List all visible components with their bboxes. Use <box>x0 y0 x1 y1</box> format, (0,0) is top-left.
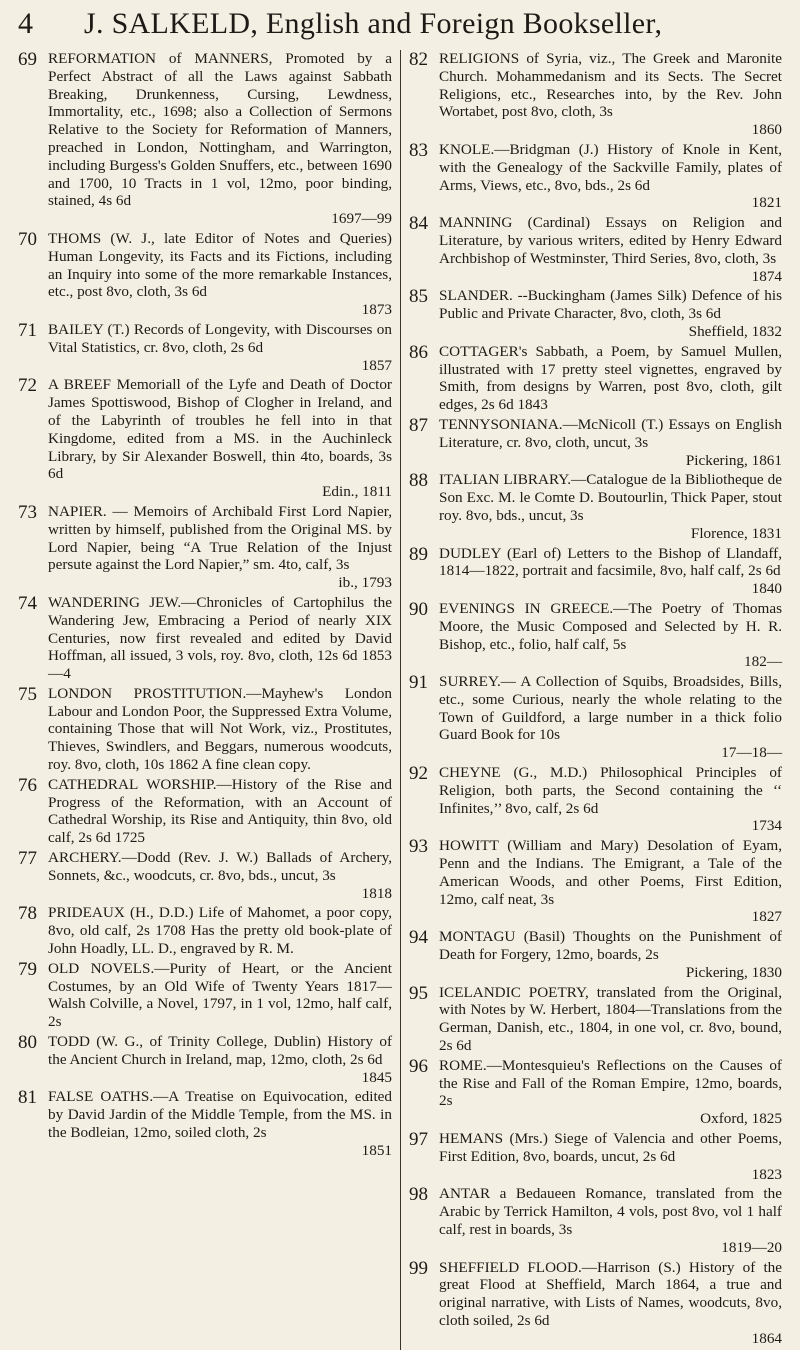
entry-number: 99 <box>409 1257 428 1279</box>
entry-date: Oxford, 1825 <box>700 1110 782 1128</box>
entry-text <box>439 1130 782 1183</box>
entry-description: HOWITT (William and Mary) Desolation of Eyam, Penn and the Indians. The Emigrant, a Tale of the American Woods, and other Poems, First Edition, 12mo, calf neat, 3s <box>439 837 782 908</box>
catalogue-entry <box>18 904 392 957</box>
catalogue-entry <box>409 764 782 835</box>
entry-description: SLANDER. --Buckingham (James Silk) Defence of his Public and Private Character, 8vo, cloth, 3s 6d <box>439 287 782 323</box>
entry-date: 1857 <box>361 356 392 374</box>
catalogue-entry <box>409 984 782 1055</box>
entry-description: SURREY.— A Collection of Squibs, Broadsides, Bills, etc., some Curious, nearly the whole relating to the Town of Guildford, a large number in a thick folio Guard Book for 10s <box>439 673 782 744</box>
entry-description: NAPIER. — Memoirs of Archibald First Lord Napier, written by himself, published from the Original MS. by Lord Napier, being “A True Relation of the Injust persute against the Lord Napier,” sm. 4to, calf, 3s <box>48 502 392 574</box>
entry-text <box>48 776 392 847</box>
entry-description: TODD (W. G., of Trinity College, Dublin) History of the Ancient Church in Ireland, map, 12mo, cloth, 2s 6d <box>48 1033 392 1068</box>
entry-text <box>439 50 782 139</box>
entry-description: FALSE OATHS.—A Treatise on Equivocation, edited by David Jardin of the Middle Temple, from the MS. in the Bodleian, 12mo, soiled cloth, 2s <box>48 1088 392 1142</box>
entry-date: 1827 <box>751 908 782 926</box>
entry-text <box>439 343 782 414</box>
entry-description: COTTAGER's Sabbath, a Poem, by Samuel Mullen, illustrated with 17 pretty steel vignettes, engraved by Smith, from designs by Warren, post 8vo, cloth, gilt edges, 2s 6d 1843 <box>439 342 782 414</box>
catalogue-entry <box>409 471 782 542</box>
entry-number: 75 <box>18 683 37 705</box>
catalogue-entry <box>409 1259 782 1348</box>
catalogue-entry <box>18 960 392 1031</box>
right-column <box>400 50 782 1350</box>
entry-date: 1851 <box>361 1141 392 1159</box>
entry-number: 77 <box>18 848 37 870</box>
entry-description: RELIGIONS of Syria, viz., The Greek and Maronite Church. Mohammedanism and its Sects. The Secret Religions, etc., Researches into, by the Rev. John Wortabet, post 8vo, cloth, 3s <box>439 50 782 121</box>
catalogue-entry <box>18 376 392 501</box>
entry-description: MANNING (Cardinal) Essays on Religion and Literature, by various writers, edited by Henry Edward Archbishop of Westminster, Third Series, 8vo, cloth, 3s <box>439 214 782 267</box>
entry-number: 79 <box>18 958 37 980</box>
entry-number: 91 <box>409 672 428 694</box>
entry-text <box>439 471 782 542</box>
entry-date: 1821 <box>751 194 782 212</box>
entry-description: CATHEDRAL WORSHIP.—History of the Rise and Progress of the Reformation, with an Account of Cathedral Worship, its Rise and Antiquity, thin 8vo, old calf, 2s 6d 1725 <box>48 775 392 847</box>
entry-text <box>48 1088 392 1159</box>
entry-text <box>439 600 782 671</box>
entry-date: Pickering, 1830 <box>685 963 782 981</box>
catalogue-entry <box>409 416 782 469</box>
entry-text <box>48 685 392 774</box>
catalogue-entry <box>409 928 782 981</box>
entry-text <box>439 984 782 1055</box>
entry-text <box>439 837 782 926</box>
catalogue-entry <box>409 50 782 139</box>
entry-number: 80 <box>18 1032 37 1054</box>
catalogue-entry <box>409 343 782 414</box>
entry-text <box>48 321 392 374</box>
catalogue-entry <box>409 1130 782 1183</box>
entry-number: 73 <box>18 501 37 523</box>
entry-number: 98 <box>409 1184 428 1206</box>
catalogue-entry <box>409 214 782 285</box>
entry-number: 84 <box>409 213 428 235</box>
catalogue-entry <box>409 600 782 671</box>
entry-text <box>439 928 782 981</box>
catalogue-entry <box>18 50 392 228</box>
entry-date: Pickering, 1861 <box>685 451 782 469</box>
catalogue-entry <box>409 673 782 762</box>
entry-description: TENNYSONIANA.—McNicoll (T.) Essays on English Literature, cr. 8vo, cloth, uncut, 3s <box>439 415 782 451</box>
entry-date: 1840 <box>751 580 782 598</box>
entry-date: 1734 <box>751 817 782 835</box>
entry-date: Florence, 1831 <box>690 524 782 542</box>
entry-text <box>439 764 782 835</box>
entry-text <box>48 230 392 319</box>
entry-date: 1864 <box>751 1329 782 1347</box>
entry-description: A BREEF Memoriall of the Lyfe and Death of Doctor James Spottiswood, Bishop of Clogher in Ireland, and of the Labyrinth of troubles he fell into in that Kingdome, edited from a MS. in the Auchinleck Library, by Sir Alexander Boswell, thin 4to, boards, 3s 6d <box>48 376 392 483</box>
entry-description: PRIDEAUX (H., D.D.) Life of Mahomet, a poor copy, 8vo, old calf, 2s 1708 Has the pretty old book-plate of John Hoadly, LL. D., engraved by R. M. <box>48 904 392 958</box>
entry-number: 74 <box>18 592 37 614</box>
entry-number: 70 <box>18 228 37 250</box>
entry-date: Sheffield, 1832 <box>688 322 782 340</box>
page-number: 4 <box>18 7 33 40</box>
entry-description: ARCHERY.—Dodd (Rev. J. W.) Ballads of Archery, Sonnets, &c., woodcuts, cr. 8vo, bds., uncut, 3s <box>48 849 392 884</box>
entry-text <box>48 376 392 501</box>
catalogue-entry <box>409 141 782 212</box>
entry-text <box>439 673 782 762</box>
entry-description: BAILEY (T.) Records of Longevity, with Discourses on Vital Statistics, cr. 8vo, cloth, 2s 6d <box>48 320 392 356</box>
entry-number: 71 <box>18 319 37 341</box>
entry-description: SHEFFIELD FLOOD.—Harrison (S.) History of the great Flood at Sheffield, March 1864, a true and original narrative, with Lists of Names, woodcuts, 8vo, cloth soiled, 2s 6d <box>439 1258 782 1329</box>
entry-date: 1845 <box>361 1068 392 1086</box>
entry-date: Edin., 1811 <box>322 483 392 501</box>
catalogue-entry <box>18 503 392 592</box>
catalogue-columns <box>18 50 782 1350</box>
entry-number: 81 <box>18 1087 37 1109</box>
entry-text <box>439 416 782 469</box>
catalogue-entry <box>409 545 782 598</box>
entry-text <box>48 960 392 1031</box>
entry-number: 87 <box>409 414 428 436</box>
entry-date: 182— <box>744 653 782 671</box>
entry-number: 76 <box>18 774 37 796</box>
entry-description: ICELANDIC POETRY, translated from the Original, with Notes by W. Herbert, 1804—Translations from the German, Danish, etc., 1804, in one vol, cr. 8vo, bound, 2s 6d <box>439 983 782 1055</box>
catalogue-entry <box>409 837 782 926</box>
entry-number: 90 <box>409 598 428 620</box>
entry-text <box>439 1185 782 1256</box>
entry-text <box>48 50 392 228</box>
entry-description: OLD NOVELS.—Purity of Heart, or the Ancient Costumes, by an Old Wife of Twenty Years 1817—Walsh Colville, a Novel, 1797, in 1 vol, 12mo, half calf, 2s <box>48 959 392 1031</box>
entry-date: 1823 <box>751 1165 782 1183</box>
entry-date: 1819—20 <box>721 1238 782 1256</box>
entry-number: 89 <box>409 543 428 565</box>
entry-date: 1860 <box>751 121 782 139</box>
entry-text <box>48 1033 392 1086</box>
entry-description: ROME.—Montesquieu's Reflections on the Causes of the Rise and Fall of the Roman Empire, 12mo, boards, 2s <box>439 1056 782 1110</box>
entry-description: WANDERING JEW.—Chronicles of Cartophilus the Wandering Jew, Embracing a Period of nearly XIX Centuries, now first revealed and edited by David Hoffman, all issued, 3 vols, roy. 8vo, cloth, 12s 6d 1853—4 <box>48 593 392 683</box>
entry-description: REFORMATION of MANNERS, Promoted by a Perfect Abstract of all the Laws against Sabbath Breaking, Drunkenness, Cursing, Lewdness, Immortality, etc., 1698; also a Collection of Sermons Relative to the Society for Reformation of Manners, preached in London, Nottingham, and Warrington, including Burgess's Golden Snuffers, etc., between 1690 and 1700, 10 Tracts in 1 vol, 12mo, poor binding, stained, 4s 6d <box>48 50 392 210</box>
entry-text <box>48 904 392 957</box>
entry-description: ITALIAN LIBRARY.—Catalogue de la Bibliotheque de Son Exc. M. le Comte D. Boutourlin, Thick Paper, stout roy. 8vo, bds., uncut, 3s <box>439 471 782 524</box>
entry-description: HEMANS (Mrs.) Siege of Valencia and other Poems, First Edition, 8vo, boards, uncut, 2s 6d <box>439 1130 782 1165</box>
entry-text <box>439 1259 782 1348</box>
entry-text <box>48 594 392 683</box>
entry-number: 92 <box>409 763 428 785</box>
catalogue-entry <box>18 1088 392 1159</box>
catalogue-entry <box>409 287 782 340</box>
entry-description: LONDON PROSTITUTION.—Mayhew's London Labour and London Poor, the Suppressed Extra Volume, containing Those that will Not Work, viz., Prostitutes, Thieves, Swindlers, and Beggars, numerous woodcuts, roy. 8vo, cloth, 10s 1862 A fine clean copy. <box>48 684 392 774</box>
catalogue-entry <box>409 1057 782 1128</box>
entry-number: 78 <box>18 903 37 925</box>
entry-number: 97 <box>409 1129 428 1151</box>
entry-date: 1873 <box>361 301 392 319</box>
entry-date: 1697—99 <box>331 210 392 228</box>
left-column <box>18 50 400 1350</box>
catalogue-entry <box>18 594 392 683</box>
catalogue-entry <box>18 776 392 847</box>
entry-date: 17—18— <box>721 744 782 762</box>
entry-text <box>439 214 782 285</box>
catalogue-entry <box>18 321 392 374</box>
entry-date: ib., 1793 <box>338 574 392 592</box>
entry-description: CHEYNE (G., M.D.) Philosophical Principles of Religion, both parts, the Second containing the ‘‘ Infinites,’’ 8vo, calf, 2s 6d <box>439 764 782 817</box>
entry-text <box>439 141 782 212</box>
catalogue-entry <box>18 685 392 774</box>
catalogue-entry <box>18 1033 392 1086</box>
entry-number: 72 <box>18 375 37 397</box>
entry-text <box>439 545 782 598</box>
entry-number: 96 <box>409 1055 428 1077</box>
catalogue-entry <box>409 1185 782 1256</box>
entry-description: KNOLE.—Bridgman (J.) History of Knole in Kent, with the Genealogy of the Sackville Family, plates of Arms, Views, etc., 8vo, bds., 2s 6d <box>439 140 782 194</box>
entry-number: 69 <box>18 49 37 70</box>
entry-description: ANTAR a Bedaueen Romance, translated from the Arabic by Terrick Hamilton, 4 vols, post 8vo, vol 1 half calf, rest in boards, 3s <box>439 1185 782 1238</box>
entry-number: 85 <box>409 286 428 308</box>
entry-number: 86 <box>409 341 428 363</box>
entry-description: MONTAGU (Basil) Thoughts on the Punishment of Death for Forgery, 12mo, boards, 2s <box>439 928 782 964</box>
entry-number: 88 <box>409 470 428 492</box>
entry-text <box>439 1057 782 1128</box>
entry-number: 82 <box>409 49 428 70</box>
page-header <box>18 4 782 44</box>
entry-number: 93 <box>409 836 428 858</box>
entry-text <box>48 503 392 592</box>
entry-description: DUDLEY (Earl of) Letters to the Bishop of Llandaff, 1814—1822, portrait and facsimile, 8vo, half calf, 2s 6d <box>439 544 782 580</box>
entry-number: 83 <box>409 139 428 161</box>
entry-number: 95 <box>409 982 428 1004</box>
entry-description: THOMS (W. J., late Editor of Notes and Queries) Human Longevity, its Facts and its Fictions, including an Inquiry into some of the more remarkable Instances, etc., post 8vo, cloth, 3s 6d <box>48 229 392 301</box>
catalogue-entry <box>18 849 392 902</box>
entry-date: 1874 <box>751 267 782 285</box>
entry-description: EVENINGS IN GREECE.—The Poetry of Thomas Moore, the Music Composed and Selected by H. R. Bishop, etc., folio, half calf, 5s <box>439 599 782 653</box>
entry-text <box>439 287 782 340</box>
catalogue-entry <box>18 230 392 319</box>
entry-date: 1818 <box>361 884 392 902</box>
entry-text <box>48 849 392 902</box>
running-head: J. SALKELD, English and Foreign Bookseller, <box>84 7 663 40</box>
entry-number: 94 <box>409 927 428 949</box>
